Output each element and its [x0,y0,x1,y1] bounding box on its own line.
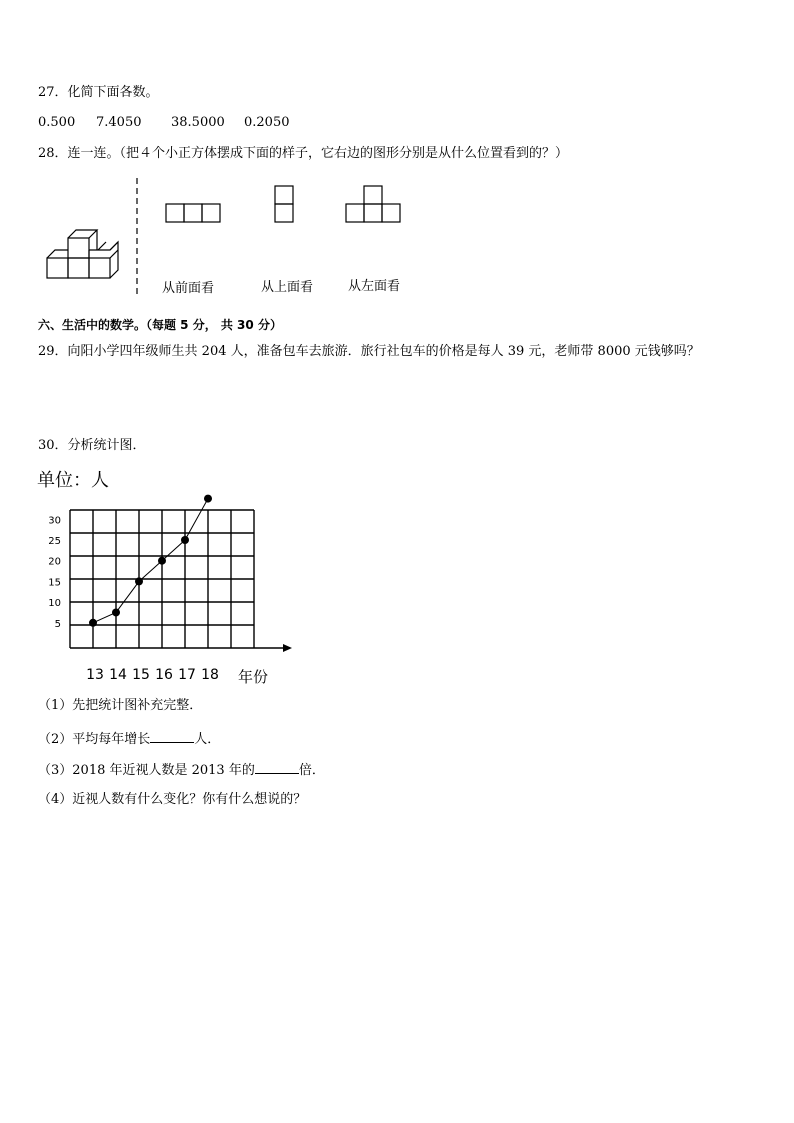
q27-number-3: 38.5000 [171,115,225,130]
q30-sub3-prefix: （3）2018 年近视人数是 2013 年的 [38,763,255,778]
y-tick-label: 15 [48,577,61,589]
answer-blank-3[interactable] [255,761,299,774]
q30-sub4: （4）近视人数有什么变化？你有什么想说的？ [38,792,307,807]
data-point [89,619,97,627]
x-tick-label: 17 [178,667,196,683]
q30-sub2-suffix: 人． [194,732,221,747]
q28-title: 28．连一连。（把４个小正方体摆成下面的样子，它右边的图形分别是从什么位置看到的？） [38,146,569,161]
chart-unit-label: 单位：人 [37,470,109,491]
label-top-view: 从上面看 [261,280,314,295]
q30-title: 30．分析统计图． [38,438,146,453]
q29-title: 29．向阳小学四年级师生共 204 人，准备包车去旅游．旅行社包车的价格是每人 39 元，老师带 8000 元钱够吗？ [38,344,700,359]
q27-title: 27．化简下面各数。 [38,85,159,100]
series-line [93,499,208,623]
y-tick-label: 20 [48,556,61,568]
q27-number-2: 7.4050 [96,115,142,130]
q27-number-1: 0.500 [38,115,76,130]
data-point [204,495,212,503]
data-point [158,557,166,565]
answer-blank-2[interactable] [150,730,194,743]
q30-sub3 [38,761,325,779]
section-6-title: 六、生活中的数学。（每题 5 分， 共 30 分） [38,318,282,332]
x-axis-arrow [283,644,292,652]
q30-sub1: （1）先把统计图补充完整． [38,698,203,713]
y-tick-label: 10 [48,598,61,610]
y-tick-label: 30 [48,515,61,527]
data-point [135,577,143,585]
q27-number-4: 0.2050 [244,115,290,130]
x-tick-label: 16 [155,667,173,683]
label-front-view: 从前面看 [162,281,215,296]
y-tick-label: 25 [48,536,61,547]
data-point [181,536,189,544]
x-tick-label: 14 [109,667,127,683]
label-left-view: 从左面看 [348,279,401,294]
q30-sub2-prefix: （2）平均每年增长 [38,732,151,747]
chart-x-axis-label: 年份 [238,668,269,686]
x-tick-label: 18 [201,667,219,683]
x-tick-label: 13 [86,667,104,683]
q30-sub3-suffix: 倍． [298,763,325,778]
y-tick-label: 5 [54,618,61,630]
x-tick-label: 15 [132,667,150,683]
q30-sub2 [38,730,220,748]
data-point [112,608,120,616]
